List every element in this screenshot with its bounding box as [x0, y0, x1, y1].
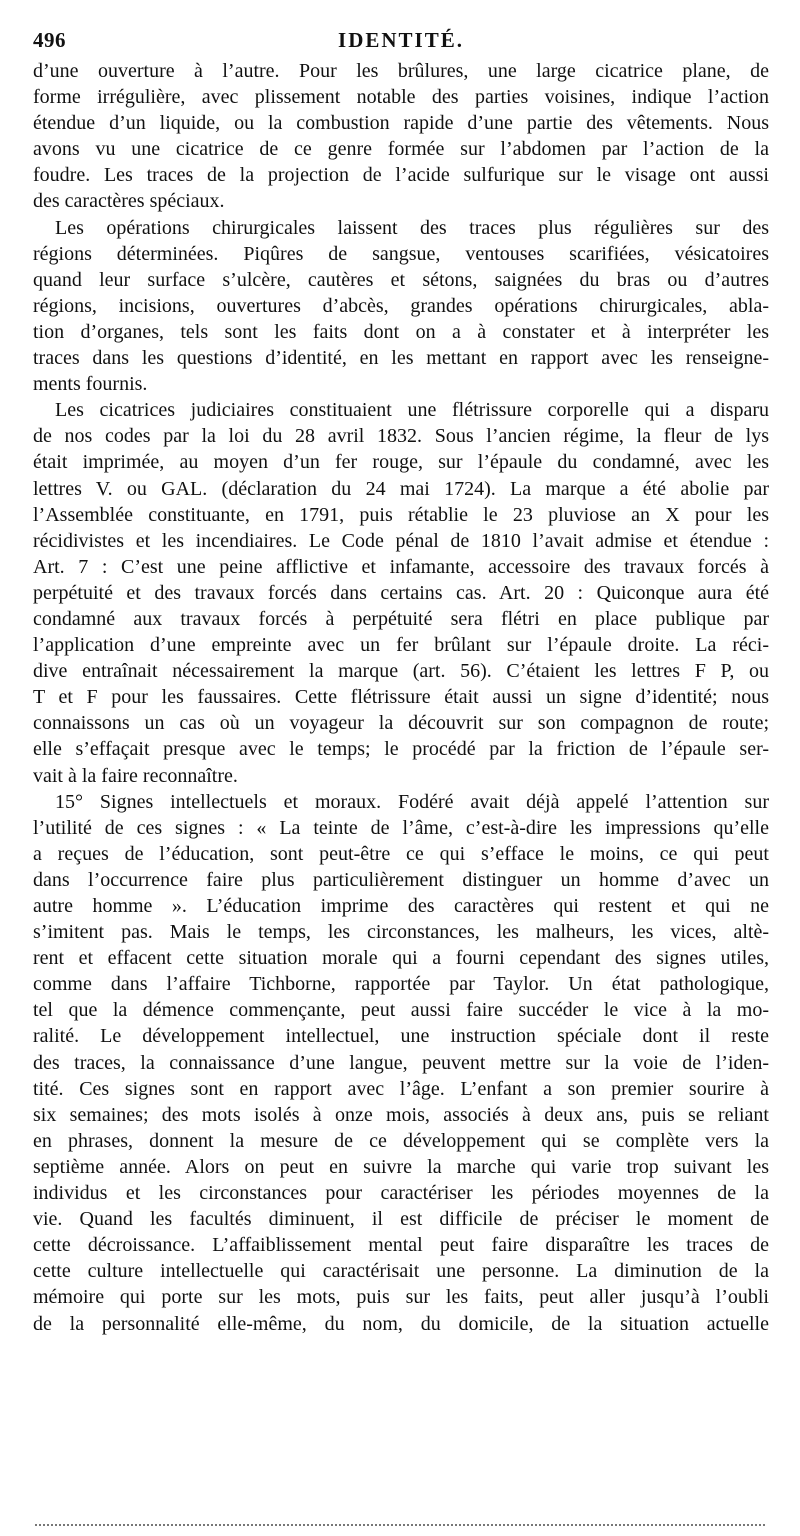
- text-line: vait à la faire reconnaître.: [33, 764, 238, 787]
- text-line: a reçues de l’éducation, sont peut-être ce qui s’efface le moins, ce qui peut: [33, 842, 769, 865]
- text-line: étendue d’un liquide, ou la combustion rapide d’une partie des vêtements. Nous: [33, 112, 769, 135]
- text-line: était imprimée, au moyen d’un fer rouge, sur l’épaule du condamné, avec les: [33, 451, 769, 474]
- text-line: rent et effacent cette situation morale qui a fourni cependant des signes utiles,: [33, 947, 769, 970]
- running-head: [33, 22, 769, 58]
- text-line: des caractères spéciaux.: [33, 190, 225, 213]
- text-line: l’utilité de ces signes : « La teinte de l’âme, c’est-à-dire les impressions qu’elle: [33, 816, 769, 839]
- text-line: des traces, la connaissance d’une langue, peuvent mettre sur la voie de l’iden-: [33, 1051, 769, 1074]
- text-line: six semaines; des mots isolés à onze mois, associés à deux ans, puis se reliant: [33, 1103, 769, 1126]
- text-line: tion d’organes, tels sont les faits dont on a à constater et à interpréter les: [33, 320, 769, 343]
- text-line: régions, incisions, ouvertures d’abcès, grandes opérations chirurgicales, abla-: [33, 294, 769, 317]
- text-line: ralité. Le développement intellectuel, une instruction spéciale dont il reste: [33, 1025, 769, 1048]
- text-line: s’imitent pas. Mais le temps, les circonstances, les malheurs, les vices, altè-: [33, 921, 769, 944]
- text-line: elle s’effaçait presque avec le temps; le procédé par la friction de l’épaule ser-: [33, 738, 769, 761]
- text-line: vie. Quand les facultés diminuent, il est difficile de préciser le moment de: [33, 1208, 769, 1231]
- text-line: individus et les circonstances pour caractériser les périodes moyennes de la: [33, 1182, 769, 1205]
- text-line: régions déterminées. Piqûres de sangsue, ventouses scarifiées, vésicatoires: [33, 242, 769, 265]
- text-line: l’application d’une empreinte avec un fer brûlant sur l’épaule droite. La réci-: [33, 634, 769, 657]
- text-line: dans l’occurrence faire plus particulièrement distinguer un homme d’avec un: [33, 868, 769, 891]
- text-line: T et F pour les faussaires. Cette flétrissure était aussi un signe d’identité; nous: [33, 686, 769, 709]
- text-line: [33, 1337, 769, 1363]
- text-line: tel que la démence commençante, peut aussi faire succéder le vice à la mo-: [33, 999, 769, 1022]
- text-line: traces dans les questions d’identité, en les mettant en rapport avec les renseigne-: [33, 347, 769, 370]
- text-line: l’Assemblée constituante, en 1791, puis rétablie le 23 pluviose an X pour les: [33, 503, 769, 526]
- text-line: comme dans l’affaire Tichborne, rapportée par Taylor. Un état pathologique,: [33, 973, 769, 996]
- text-line: avons vu une cicatrice de ce genre formée sur l’abdomen par l’action de la: [33, 138, 769, 161]
- footer-dotted-rule: [35, 1524, 765, 1526]
- text-line: cette décroissance. L’affaiblissement mental peut faire disparaître les traces de: [33, 1234, 769, 1257]
- text-line: lettres V. ou GAL. (déclaration du 24 mai 1724). La marque a été abolie par: [33, 477, 769, 500]
- running-title: IDENTITÉ.: [338, 28, 464, 52]
- text-line: Les cicatrices judiciaires constituaient une flétrissure corporelle qui a disparu: [55, 399, 769, 422]
- text-line: connaissons un cas où un voyageur la découvrit sur son compagnon de route;: [33, 712, 769, 735]
- text-line: de la personnalité elle-même, du nom, du domicile, de la situation actuelle: [33, 1312, 769, 1335]
- text-line: récidivistes et les incendiaires. Le Code pénal de 1810 l’avait admise et étendue :: [33, 529, 769, 552]
- page: [33, 22, 769, 1363]
- text-line: de nos codes par la loi du 28 avril 1832. Sous l’ancien régime, la fleur de lys: [33, 425, 769, 448]
- text-line: condamné aux travaux forcés à perpétuité sera flétri en place publique par: [33, 607, 769, 630]
- text-line: ments fournis.: [33, 373, 148, 396]
- text-line: en phrases, donnent la mesure de ce développement qui se complète vers la: [33, 1129, 769, 1152]
- page-number: 496: [33, 28, 66, 52]
- text-line: dive entraînait nécessairement la marque (art. 56). C’étaient les lettres F P, ou: [33, 660, 769, 683]
- text-line: d’une ouverture à l’autre. Pour les brûlures, une large cicatrice plane, de: [33, 60, 769, 82]
- text-line: 15° Signes intellectuels et moraux. Fodéré avait déjà appelé l’attention sur: [55, 790, 769, 813]
- text-line: tité. Ces signes sont en rapport avec l’âge. L’enfant a son premier sourire à: [33, 1077, 769, 1100]
- text-line: Art. 7 : C’est une peine afflictive et infamante, accessoire des travaux forcés à: [33, 555, 769, 578]
- text-line: forme irrégulière, avec plissement notable des parties voisines, indique l’action: [33, 86, 769, 109]
- text-line: perpétuité et des travaux forcés dans certains cas. Art. 20 : Quiconque aura été: [33, 581, 769, 604]
- text-line: septième année. Alors on peut en suivre la marche qui varie trop suivant les: [33, 1155, 769, 1178]
- text-line: autre homme ». L’éducation imprime des caractères qui restent et qui ne: [33, 895, 769, 917]
- text-line: Les opérations chirurgicales laissent des traces plus régulières sur des: [55, 216, 769, 239]
- text-line: mémoire qui porte sur les mots, puis sur les faits, peut aller jusqu’à l’oubli: [33, 1286, 769, 1309]
- text-line: foudre. Les traces de la projection de l’acide sulfurique sur le visage ont aussi: [33, 164, 769, 187]
- text-line: quand leur surface s’ulcère, cautères et sétons, saignées du bras ou d’autres: [33, 268, 769, 291]
- text-line: cette culture intellectuelle qui caractérisait une personne. La diminution de la: [33, 1260, 769, 1283]
- body-text: [33, 58, 769, 1363]
